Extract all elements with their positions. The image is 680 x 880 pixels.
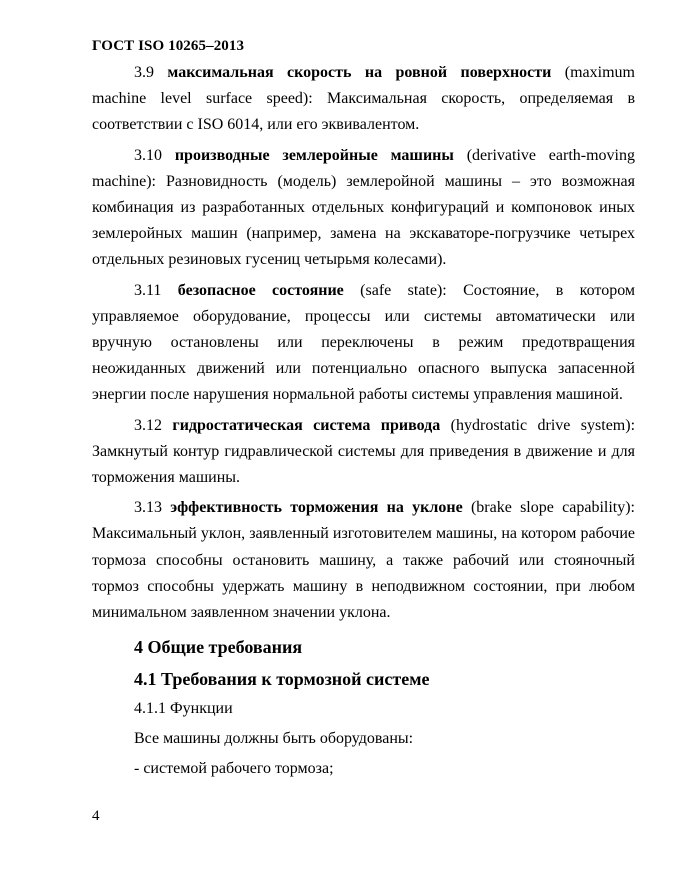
document-header: ГОСТ ISO 10265–2013 [92,38,245,54]
definition-text: (brake slope capability): Максимальный уклон, заявленный изготовителем машины, на котором рабочие тормоза способны остановить машину, а также рабочий или стояночный тормоз способны удержать машину в неподвижном состоянии, при любом минимальном заявленном значении уклона. [92,499,635,622]
definition-number: 3.10 [134,146,162,164]
clause-title: 4.1.1 Функции [134,700,233,718]
section-heading: 4 Общие требования [134,637,303,658]
definition-3-9 [92,60,635,139]
clause-intro: Все машины должны быть оборудованы: [134,730,414,748]
document-body [92,60,635,786]
page-number: 4 [92,808,100,824]
definition-3-12 [92,413,635,492]
definition-text: (safe state): Состояние, в котором управляемое оборудование, процессы или системы автоматически или вручную остановлены или переключены в режим предотвращения неожиданных движений или потенциально опасного выпуска запасенной энергии после нарушения нормальной работы системы управления машиной. [92,281,636,404]
definition-3-11 [92,278,635,409]
definition-term: эффективность торможения на уклоне [170,499,463,517]
definition-term: максимальная скорость на ровной поверхности [167,64,552,81]
definition-3-13 [92,495,635,626]
definition-number: 3.13 [134,499,162,517]
definition-term: безопасное состояние [177,281,344,299]
definition-3-10 [92,143,635,274]
definition-number: 3.9 [134,64,154,81]
definition-number: 3.12 [134,416,162,434]
definition-term: гидростатическая система привода [172,416,441,434]
definition-text: (derivative earth-moving machine): Разновидность (модель) землеройной машины – это возможная комбинация из разработанных отдельных конфигураций и компоновок иных землеройных машин (например, замена на экскаваторе-погрузчике четырех отдельных резиновых гусениц четырьмя колесами). [92,146,636,269]
definition-text: (maximum machine level surface speed): Максимальная скорость, определяемая в соответствии с ISO 6014, или его эквивалентом. [92,64,635,134]
definition-number: 3.11 [134,281,162,299]
subsection-heading: 4.1 Требования к тормозной системе [134,669,430,690]
definition-term: производные землеройные машины [174,146,454,164]
definition-text: (hydrostatic drive system): Замкнутый контур гидравлической системы для приведения в движение и для торможения машины. [92,416,636,487]
list-item: - системой рабочего тормоза; [134,760,334,778]
